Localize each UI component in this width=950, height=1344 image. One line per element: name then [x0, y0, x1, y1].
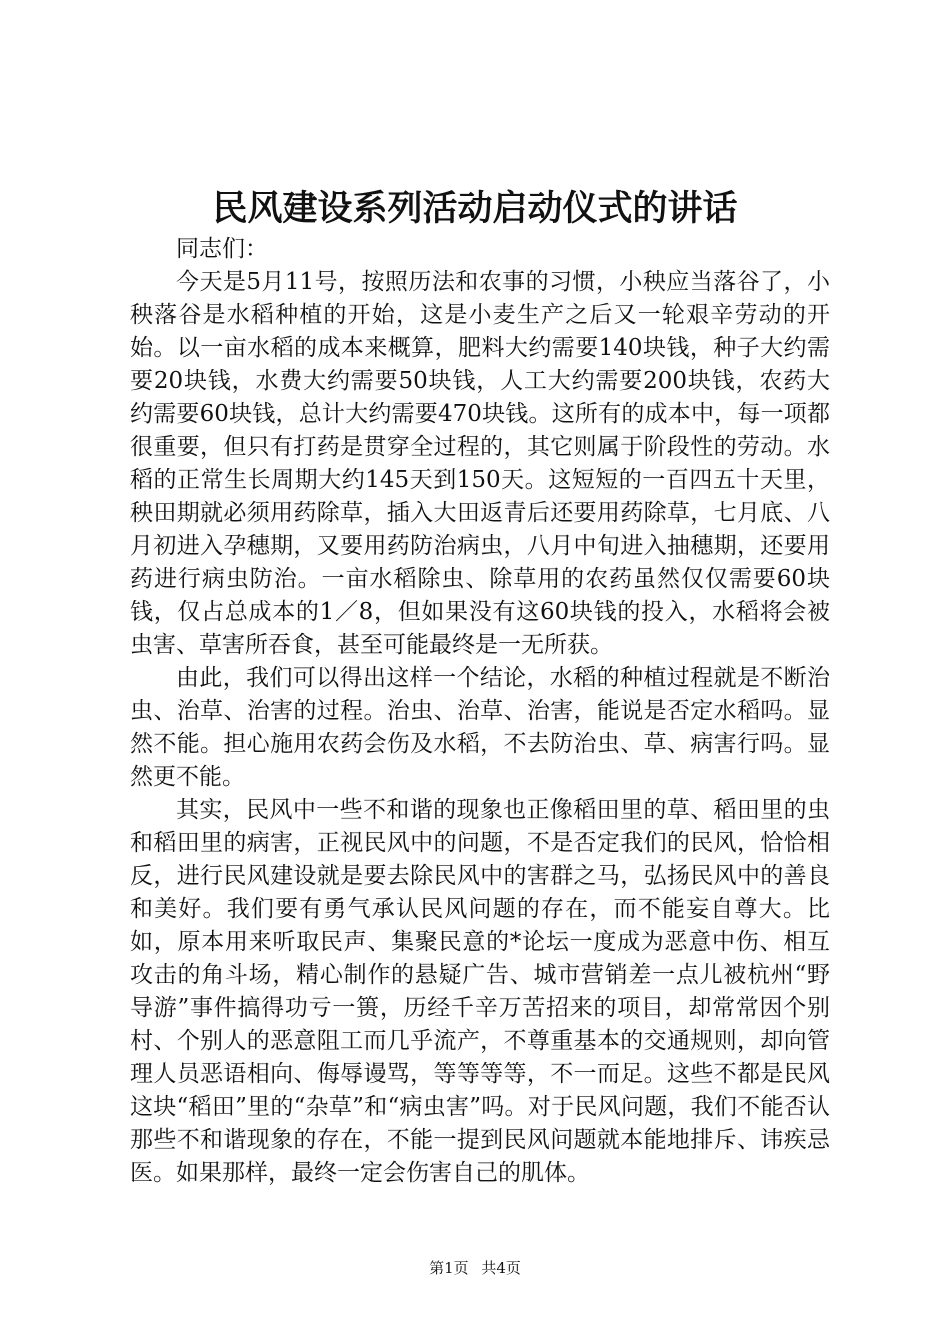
page-footer: [0, 1258, 950, 1278]
page-number-total: 共4页: [481, 1259, 521, 1277]
document-title: 民风建设系列活动启动仪式的讲话: [212, 188, 738, 229]
document-body: [130, 233, 830, 1190]
page-number-current: 第1页: [429, 1259, 469, 1277]
salutation: 同志们：: [176, 236, 268, 262]
paragraph-2: 由此，我们可以得出这样一个结论，水稻的种植过程就是不断治虫、治草、治害的过程。治虫、治草、治害，能说是否定水稻吗。显然不能。担心施用农药会伤及水稻，不去防治虫、草、病害行吗。显然更不能。: [130, 665, 830, 790]
paragraph-1: 今天是5月11号，按照历法和农事的习惯，小秧应当落谷了，小秧落谷是水稻种植的开始，这是小麦生产之后又一轮艰辛劳动的开始。以一亩水稻的成本来概算，肥料大约需要140块钱，种子大约需要20块钱，水费大约需要50块钱，人工大约需要200块钱，农药大约需要60块钱，总计大约需要470块钱。这所有的成本中，每一项都很重要，但只有打药是贯穿全过程的，其它则属于阶段性的劳动。水稻的正常生长周期大约145天到150天。这短短的一百四五十天里，秧田期就必须用药除草，插入大田返青后还要用药除草，七月底、八月初进入孕穗期，又要用药防治病虫，八月中旬进入抽穗期，还要用药进行病虫防治。一亩水稻除虫、除草用的农药虽然仅仅需要60块钱，仅占总成本的1／8，但如果没有这60块钱的投入，水稻将会被虫害、草害所吞食，甚至可能最终是一无所获。: [130, 269, 830, 658]
paragraph-3: 其实，民风中一些不和谐的现象也正像稻田里的草、稻田里的虫和稻田里的病害，正视民风中的问题，不是否定我们的民风，恰恰相反，进行民风建设就是要去除民风中的害群之马，弘扬民风中的善良和美好。我们要有勇气承认民风问题的存在，而不能妄自尊大。比如，原本用来听取民声、集聚民意的*论坛一度成为恶意中伤、相互攻击的角斗场，精心制作的悬疑广告、城市营销差一点儿被杭州“野导游”事件搞得功亏一篑，历经千辛万苦招来的项目，却常常因个别村、个别人的恶意阻工而几乎流产，不尊重基本的交通规则，却向管理人员恶语相向、侮辱谩骂，等等等等，不一而足。这些不都是民风这块“稻田”里的“杂草”和“病虫害”吗。对于民风问题，我们不能否认那些不和谐现象的存在，不能一提到民风问题就本能地排斥、讳疾忌医。如果那样，最终一定会伤害自己的肌体。: [130, 797, 830, 1186]
